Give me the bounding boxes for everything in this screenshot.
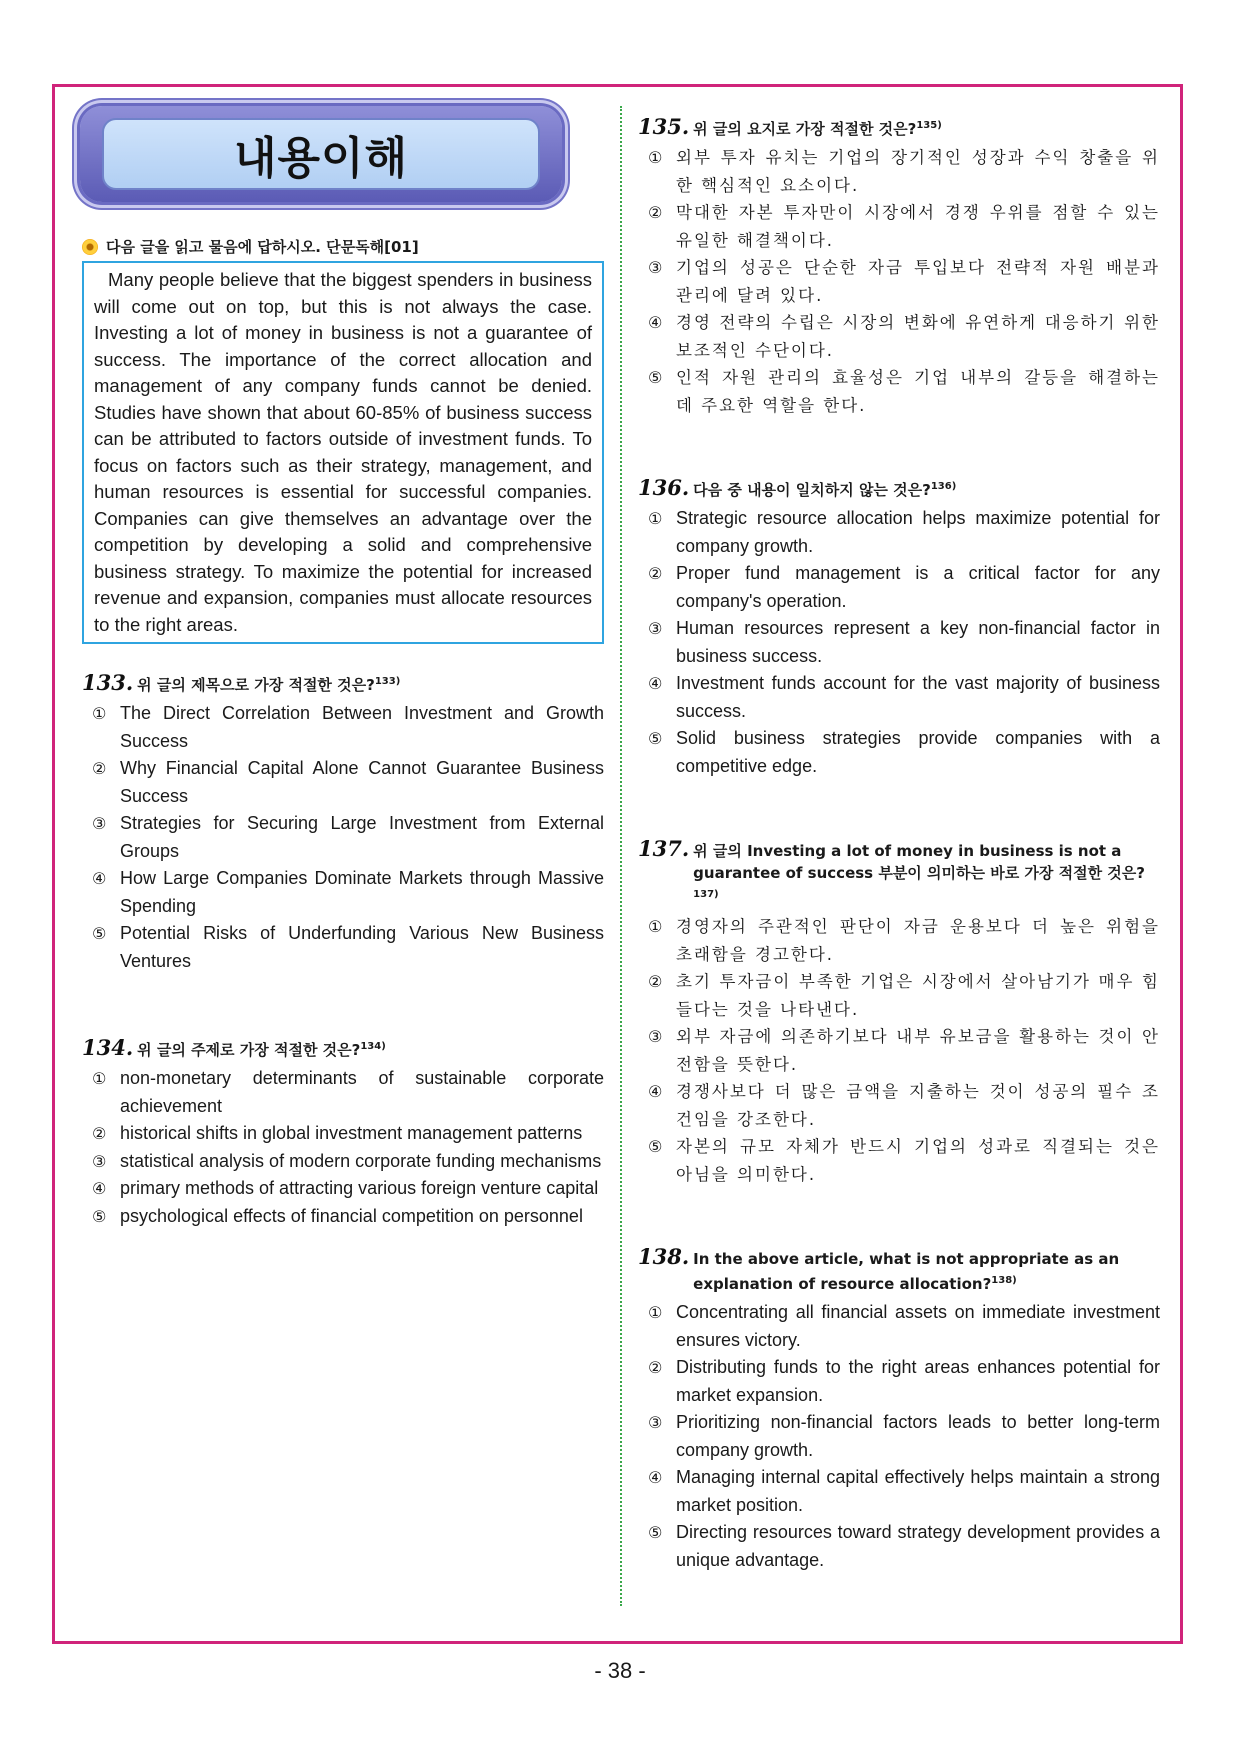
- option[interactable]: [82, 1148, 604, 1176]
- question-number: 135.: [638, 114, 690, 139]
- option-list: [638, 913, 1160, 1188]
- option-mark: ③: [648, 1027, 665, 1046]
- question-number: 137.: [638, 836, 690, 861]
- question-prompt: 위 글의 Investing a lot of money in business is not a guarantee of success 부분이 의미하는 바로 가장 적절한 것은?: [693, 842, 1145, 882]
- question-head: [638, 114, 1160, 140]
- option-text: 기업의 성공은 단순한 자금 투입보다 전략적 자원 배분과 관리에 달려 있다.: [676, 258, 1160, 305]
- option[interactable]: [638, 144, 1160, 199]
- footnote-ref: 138): [991, 1275, 1017, 1286]
- option-mark: ④: [92, 1179, 107, 1198]
- question-head: [638, 475, 1160, 501]
- option-mark: ③: [92, 814, 107, 833]
- option-mark: ⑤: [92, 1206, 107, 1226]
- option[interactable]: [638, 1299, 1160, 1354]
- option-text: Potential Risks of Underfunding Various New Business Ventures: [120, 923, 604, 971]
- section-banner-inner: [102, 118, 540, 190]
- option-text: 경영자의 주관적인 판단이 자금 운용보다 더 높은 위험을 초래함을 경고한다.: [676, 917, 1160, 964]
- option-list: [82, 700, 604, 975]
- option[interactable]: [82, 865, 604, 920]
- option-mark: ④: [92, 869, 107, 888]
- left-column: [82, 106, 604, 1230]
- option-mark: ②: [648, 1358, 663, 1377]
- question-136: [638, 475, 1160, 780]
- option-text: Directing resources toward strategy development provides a unique advantage.: [676, 1522, 1160, 1570]
- option-mark: ③: [648, 1413, 663, 1432]
- option[interactable]: [638, 1078, 1160, 1133]
- option-text: Strategies for Securing Large Investment from External Groups: [120, 813, 604, 861]
- question-133: [82, 670, 604, 975]
- question-text: [693, 115, 942, 140]
- option-mark: ⑤: [648, 368, 665, 387]
- option-mark: ④: [648, 1468, 663, 1487]
- option[interactable]: [82, 1120, 604, 1148]
- option[interactable]: [638, 1519, 1160, 1574]
- footnote-ref: 136): [930, 481, 957, 492]
- option-text: 경쟁사보다 더 많은 금액을 지출하는 것이 성공의 필수 조건임을 강조한다.: [676, 1082, 1160, 1129]
- option[interactable]: [82, 1065, 604, 1120]
- option-list: [82, 1065, 604, 1230]
- option[interactable]: [82, 1175, 604, 1203]
- question-text: [693, 476, 956, 501]
- option-mark: ②: [92, 1124, 107, 1143]
- option[interactable]: [638, 1023, 1160, 1078]
- option-text: non-monetary determinants of sustainable corporate achievement: [120, 1068, 604, 1116]
- option-text: 초기 투자금이 부족한 기업은 시장에서 살아남기가 매우 힘들다는 것을 나타낸다.: [676, 972, 1160, 1019]
- option-mark: ①: [648, 1303, 663, 1322]
- option[interactable]: [638, 1354, 1160, 1409]
- option-mark: ①: [648, 509, 663, 528]
- option[interactable]: [638, 615, 1160, 670]
- option-text: primary methods of attracting various foreign venture capital: [120, 1178, 599, 1198]
- option-text: 자본의 규모 자체가 반드시 기업의 성과로 직결되는 것은 아님을 의미한다.: [676, 1137, 1160, 1184]
- option[interactable]: [638, 1409, 1160, 1464]
- question-138: [638, 1244, 1160, 1574]
- option-mark: ②: [648, 203, 665, 222]
- option-text: 외부 자금에 의존하기보다 내부 유보금을 활용하는 것이 안전함을 뜻한다.: [676, 1027, 1160, 1074]
- option[interactable]: [638, 560, 1160, 615]
- question-number: 134.: [82, 1035, 134, 1060]
- page-number: - 38 -: [594, 1658, 646, 1683]
- flower-icon: [82, 239, 98, 255]
- option[interactable]: [82, 920, 604, 975]
- option-mark: ⑤: [648, 1137, 665, 1156]
- section-banner: [80, 106, 562, 202]
- option[interactable]: [638, 254, 1160, 309]
- question-text: [137, 671, 400, 696]
- option[interactable]: [638, 670, 1160, 725]
- option-list: [638, 505, 1160, 780]
- question-text: [137, 1036, 386, 1061]
- option-mark: ③: [648, 619, 663, 638]
- option-mark: ②: [92, 759, 107, 778]
- option-mark: ①: [648, 148, 665, 167]
- option[interactable]: [638, 968, 1160, 1023]
- option[interactable]: [638, 913, 1160, 968]
- footnote-ref: 135): [916, 120, 942, 131]
- question-135: [638, 114, 1160, 419]
- option-mark: ③: [648, 258, 665, 277]
- option[interactable]: [82, 755, 604, 810]
- option[interactable]: [638, 725, 1160, 780]
- option[interactable]: [82, 810, 604, 865]
- option-mark: ④: [648, 674, 663, 693]
- option-mark: ③: [92, 1151, 107, 1171]
- option-text: Managing internal capital effectively helps maintain a strong market position.: [676, 1467, 1160, 1515]
- option-mark: ①: [648, 917, 665, 936]
- question-137: [638, 836, 1160, 1188]
- option-mark: ⑤: [648, 1523, 663, 1542]
- option-text: Investment funds account for the vast majority of business success.: [676, 673, 1160, 721]
- question-head: [638, 1244, 1160, 1295]
- option[interactable]: [638, 505, 1160, 560]
- option[interactable]: [638, 1133, 1160, 1188]
- option-text: 외부 투자 유치는 기업의 장기적인 성장과 수익 창출을 위한 핵심적인 요소이다.: [676, 148, 1160, 195]
- option[interactable]: [638, 364, 1160, 419]
- option-text: historical shifts in global investment management patterns: [120, 1123, 583, 1143]
- question-134: [82, 1035, 604, 1230]
- question-head: [82, 1035, 604, 1061]
- option-text: Concentrating all financial assets on immediate investment ensures victory.: [676, 1302, 1160, 1350]
- footnote-ref: 134): [360, 1041, 386, 1052]
- option-text: psychological effects of financial competition on personnel: [120, 1205, 583, 1226]
- option-text: 막대한 자본 투자만이 시장에서 경쟁 우위를 점할 수 있는 유일한 해결책이다.: [676, 203, 1160, 250]
- option-mark: ④: [648, 1082, 665, 1101]
- instruction-text: 다음 글을 읽고 물음에 답하시오. 단문독해[01]: [106, 238, 419, 256]
- option[interactable]: [638, 309, 1160, 364]
- option-text: Prioritizing non-financial factors leads to better long-term company growth.: [676, 1412, 1160, 1460]
- option-mark: ①: [92, 1069, 107, 1088]
- option-list: [638, 144, 1160, 419]
- instruction: [82, 236, 604, 257]
- option[interactable]: [638, 1464, 1160, 1519]
- question-prompt: In the above article, what is not appropriate as an explanation of resource allocation?: [693, 1250, 1120, 1293]
- option-text: 경영 전략의 수립은 시장의 변화에 유연하게 대응하기 위한 보조적인 수단이다.: [676, 313, 1160, 360]
- option[interactable]: [638, 199, 1160, 254]
- passage-box: [82, 261, 604, 644]
- passage-text: Many people believe that the biggest spenders in business will come out on top, but this is not always the case. Investing a lot of money in business is not a guarantee of success. The importance of the correct allocation and management of any company funds cannot be denied. Studies have shown that about 60-85% of business success can be attributed to factors outside of investment funds. To focus on factors such as their strategy, management, and human resources is essential for successful companies. Companies can give themselves an advantage over the competition by developing a solid and comprehensive business strategy. To maximize the potential for increased revenue and expansion, companies must allocate resources to the right areas.: [94, 269, 592, 635]
- option-mark: ⑤: [92, 924, 107, 943]
- question-prompt: 위 글의 제목으로 가장 적절한 것은?: [137, 676, 375, 694]
- footnote-ref: 133): [374, 676, 401, 687]
- question-prompt: 위 글의 주제로 가장 적절한 것은?: [137, 1041, 361, 1059]
- question-number: 136.: [638, 475, 690, 500]
- option-text: Strategic resource allocation helps maximize potential for company growth.: [676, 508, 1160, 556]
- question-number: 138.: [638, 1244, 690, 1269]
- column-divider: [620, 106, 622, 1606]
- option-text: Solid business strategies provide companies with a competitive edge.: [676, 728, 1160, 776]
- question-prompt: 다음 중 내용이 일치하지 않는 것은?: [693, 481, 931, 499]
- option-mark: ④: [648, 313, 665, 332]
- option-text: Distributing funds to the right areas enhances potential for market expansion.: [676, 1357, 1160, 1405]
- option-text: How Large Companies Dominate Markets through Massive Spending: [120, 868, 604, 916]
- question-prompt: 위 글의 요지로 가장 적절한 것은?: [693, 120, 917, 138]
- option-mark: ②: [648, 972, 665, 991]
- option-text: Why Financial Capital Alone Cannot Guarantee Business Success: [120, 758, 604, 806]
- question-text: [693, 840, 1160, 909]
- option-text: statistical analysis of modern corporate funding mechanisms: [120, 1150, 602, 1171]
- question-number: 133.: [82, 670, 134, 695]
- section-title: 내용이해: [233, 133, 408, 184]
- question-head: [82, 670, 604, 696]
- option-mark: ①: [92, 704, 107, 723]
- option[interactable]: [82, 700, 604, 755]
- option-text: Human resources represent a key non-financial factor in business success.: [676, 618, 1160, 666]
- option[interactable]: [82, 1203, 604, 1231]
- option-list: [638, 1299, 1160, 1574]
- option-mark: ⑤: [648, 729, 663, 748]
- option-mark: ②: [648, 564, 663, 583]
- option-text: Proper fund management is a critical factor for any company's operation.: [676, 563, 1160, 611]
- right-column: [638, 106, 1160, 1574]
- option-text: The Direct Correlation Between Investment and Growth Success: [120, 703, 604, 751]
- question-text: [693, 1248, 1160, 1295]
- footnote-ref: 137): [693, 889, 719, 900]
- option-text: 인적 자원 관리의 효율성은 기업 내부의 갈등을 해결하는 데 주요한 역할을 한다.: [676, 368, 1160, 415]
- question-head: [638, 836, 1160, 909]
